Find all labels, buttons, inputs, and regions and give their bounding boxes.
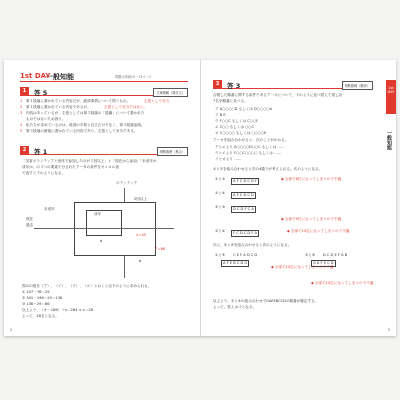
case-sequence: D C D F C A [231,206,256,213]
case-sequence: A F C D C D [231,192,256,199]
case-note: ◆ 全部で9位になってしまうので不適 [281,217,342,221]
item-text: 第１段落に書かれている内容であるが、 [26,105,91,109]
item-text: 内容はあっているが、主張としては第３段落の「退職」について書かれた [26,111,145,115]
case-label: ①と③ [215,177,226,181]
case-label: ②と④ [215,229,226,233]
condition: ア A○○○○D もしくは D○○○○A [215,107,272,111]
condition: ウ F○○C もしくは C○○F [215,119,259,123]
side-tab-label: 1st DAY [387,86,395,94]
case-label: ①と④ [215,191,226,195]
page-number: 3 [387,328,390,332]
cases-intro: ①と②を組み合わせると次の4通りが考えられる。次のようになる。 [213,167,323,171]
case-label: ②と⑥ [305,253,316,257]
case-note: ◆ 全部で10位になってしまうので不適 [271,265,334,269]
condition: オ C○○○○ もしくは ○○○○E [215,131,267,135]
intro-line: 「災害ボランティアと団体で参加したのが２回以上」と「現在から参加」「未成年か [22,159,157,163]
conclusion: 以上より、②と③の組み合わせでGAFEBCCDの順番が確定する。 [213,299,319,303]
item-number: 3 [20,111,23,115]
case-sequence: A F C D C D F [231,178,259,185]
case-sequence: C E F A D C D [233,253,258,257]
answer-label: 答 3 [227,81,241,90]
vertical-title: 一般知能 [386,130,392,150]
item-number: 4 [20,123,23,127]
day-label: 1st DAY [20,72,51,80]
book-spread [4,60,396,336]
question-number: 1 [20,87,29,95]
topic-tag: 判断推理（集合） [157,147,189,156]
item-text: ものではないため誤り。 [26,117,66,121]
cell-b: b [139,259,142,263]
question-3-header [213,80,373,89]
item-note: 主張として妥当 [144,99,170,103]
section-header [20,72,188,82]
label-a: ア=86 [154,247,166,251]
question-number: 3 [213,80,222,88]
page-number: 2 [10,328,13,332]
case-sequence: F C D C D F A [231,230,259,237]
solution-line: よって、28名となる。 [22,314,59,318]
chapter-side-tab [386,80,396,114]
label-minor: 未成年 [44,207,55,211]
intro-line: 合唱した順番に関する条件であるア～オについて、下のように並べ替えて発し計 [213,93,343,97]
question-1-header [20,87,188,96]
answer-label: 答 5 [34,88,48,97]
solution-line: 以上より、（オ－186）＋x＝284 ⇒ x＝28 [22,308,93,312]
label-2up: 2回以上 [134,197,148,201]
horizontal-axis [34,228,174,229]
solution-line: ① 107－78＝29 [22,290,50,294]
item-number: 2 [20,105,23,109]
solution-line: ② 341－196＝29＝136 [22,296,63,300]
case-label: ①と⑤ [215,253,226,257]
derived: イとオより …… [215,157,242,161]
item-text: 私たちが求めているのは、経済の平和と自立だけでなく、第３段落参照。 [26,123,145,127]
right-page [201,60,396,336]
condition-summary: アーオを組み合わせると、次のことがわかる。 [213,138,289,142]
intro-line: 成年か」の３つの要素で分されたアータの条件をキャロル表 [22,165,119,169]
topic-tag: 文章理解（現代文） [153,88,188,97]
inner-box [86,210,122,236]
conclusion: よって、答えは３となる。 [213,305,257,309]
label-adult: 成年 [94,212,102,216]
case-note: ◆ 全部で10位になってしまうので不適 [287,229,350,233]
next-step: 次に、②と⑤を組み合わせると次のようになる。 [213,243,292,247]
derived: ウとエより F○○C○○○○ もしくは …… [215,151,282,155]
case-sequence: A F E B C D G [221,260,249,267]
intro-line: 7名を順番に並べる。 [213,99,248,103]
case-sequence: D C D E F A B [323,253,348,257]
topic-tag: 判断推理（順序） [342,81,374,90]
question-2-header [20,146,188,155]
label-now: 現在 [26,217,34,221]
solution-line: ③ 136－29＝86 [22,302,50,306]
question-number: 2 [20,146,29,154]
case-sequence: G A F E C D [311,260,336,267]
solution-line: 図のの数を（ア）、（イ）、（ウ）、（エ）とおくと以下のように求められる。 [22,284,152,288]
condition: イ B E [215,113,226,117]
item-note: 主張として妥当ではない。 [104,105,148,109]
derived: アとエより A○○○○D○○C もしくは …… [215,145,285,149]
item-text: 第１段落に書かれている内容だが、経済事情について問うもの。 [26,99,131,103]
item-number: 1 [20,99,23,103]
item-number: 5 [20,129,23,133]
label-x: x=18 [136,233,146,237]
intro-line: で表すと下のようになる。 [22,171,66,175]
case-label: ②と③ [215,205,226,209]
cell-d: d [100,239,103,243]
case-note: ◆ 全部で8位になってしまうので不適 [281,177,342,181]
answer-label: 答 1 [34,147,48,156]
label-past: 過去 [26,223,34,227]
axis-label-volunteer: ボランティア [116,181,138,185]
condition: エ C○○ もしくは ○○C [215,125,254,129]
header-subtitle: 問題は別冊10～13ページ [115,75,152,79]
section-title: 一般知能 [46,73,74,81]
item-text: 第３段落の最後に書かれている内容であり、主張として妥当である。 [26,129,138,133]
left-page [4,60,200,336]
case-note: ◆ 全部で10位になってしまうので不適 [311,281,374,285]
